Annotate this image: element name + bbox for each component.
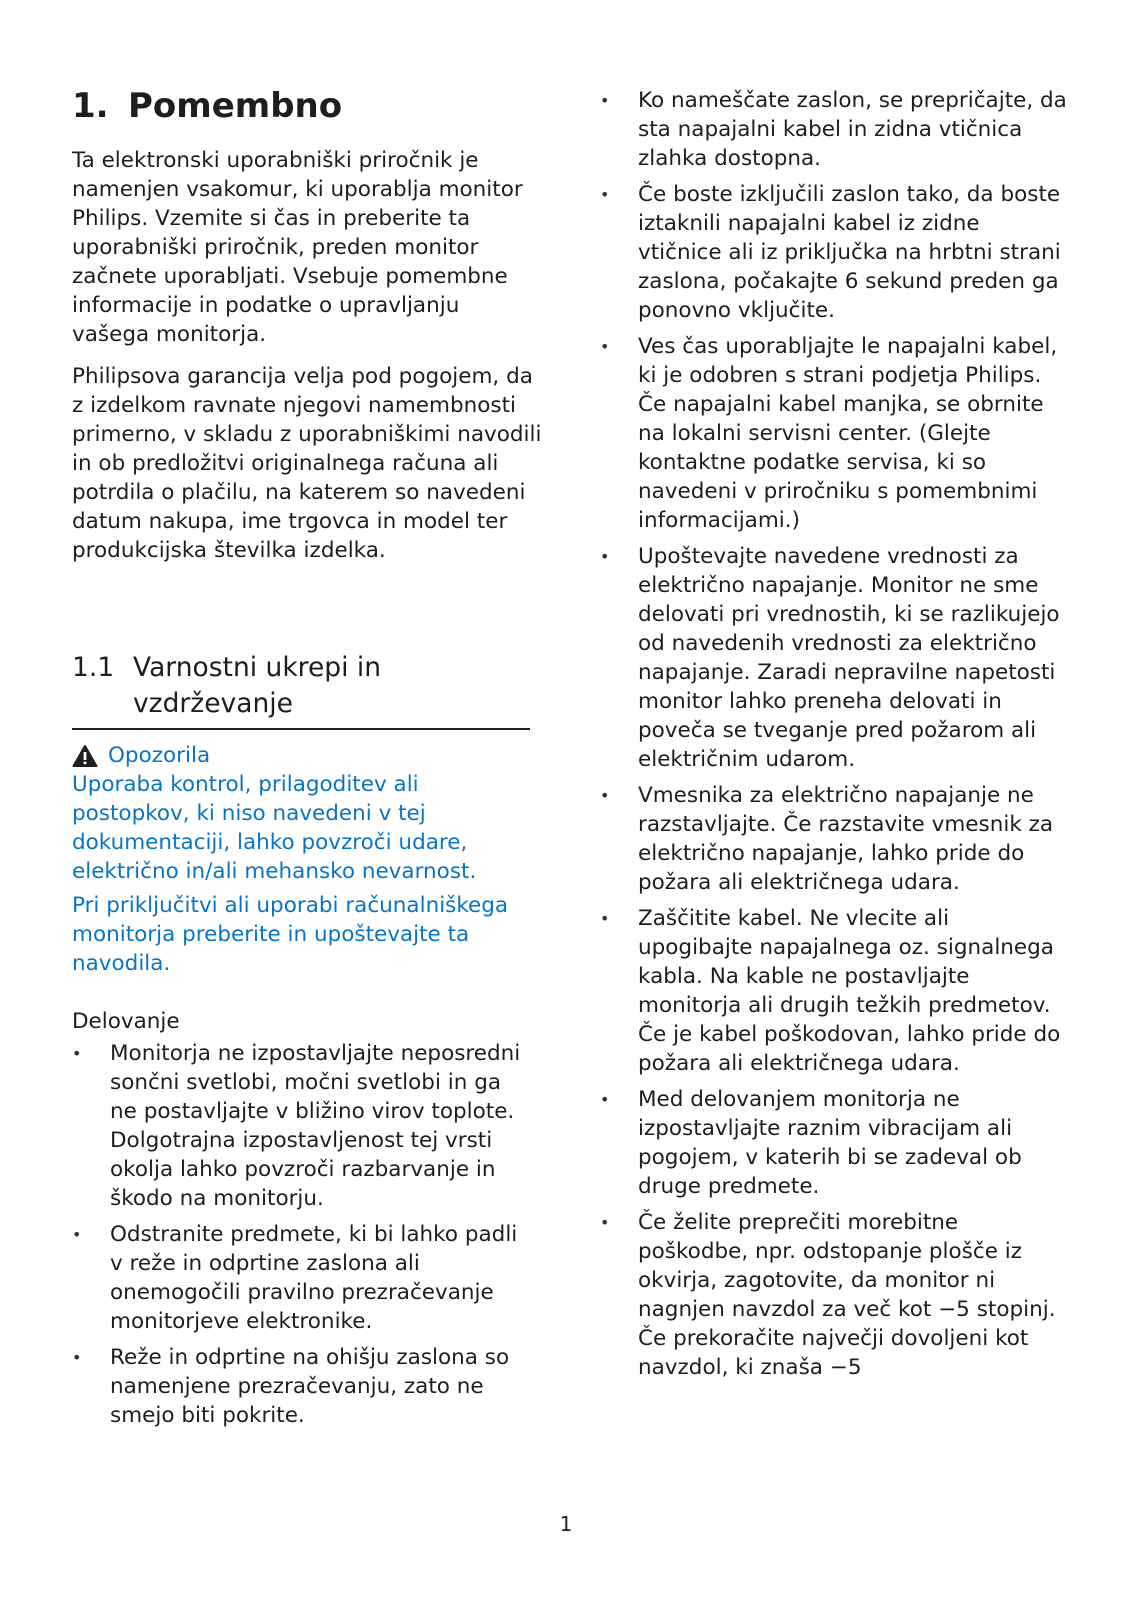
bullet-icon: • [600,547,610,566]
list-item [72,1039,532,1213]
bullet-icon: • [72,1225,82,1244]
section-title [72,650,530,730]
warning-paragraph: Pri priključitvi ali uporabi računalniškega monitorja preberite in upoštevajte ta navodila. [72,893,509,976]
list-item [600,332,1070,535]
list-item-text: Odstranite predmete, ki bi lahko padli v reže in odprtine zaslona ali onemogočili pravilno prezračevanje monitorjeve elektronike. [110,1222,518,1334]
list-item [600,180,1070,325]
list-item-text: Če želite preprečiti morebitne poškodbe, npr. odstopanje plošče iz okvirja, zagotovite, da monitor ni nagnjen navzdol za več kot −5 stopinj. Če prekoračite največji dovoljeni kot navzdol, ki znaša −5 [638,1210,1056,1380]
warning-paragraph: Uporaba kontrol, prilagoditev ali postopkov, ki niso navedeni v tej dokumentaciji, lahko povzroči udare, električno in/ali mehansko nevarnost. [72,772,477,884]
page-number: 1 [559,1512,573,1536]
bullet-icon: • [600,786,610,805]
list-item-text: Če boste izključili zaslon tako, da boste iztaknili napajalni kabel iz zidne vtičnice ali iz priključka na hrbtni strani zaslona, počakajte 6 sekund preden ga ponovno vključite. [638,182,1061,323]
warning-triangle-icon [72,744,98,768]
bullet-icon: • [600,909,610,928]
warning-heading-label: Opozorila [108,743,211,768]
bullet-icon: • [72,1044,82,1063]
bullet-icon: • [600,91,610,110]
warning-heading [72,741,210,770]
list-item-text: Upoštevajte navedene vrednosti za električno napajanje. Monitor ne sme delovati pri vrednostih, ki se razlikujejo od navedenih vrednosti za električno napajanje. Zaradi nepravilne napetosti monitor lahko preneha delovati in poveča se tveganje pred požarom ali električnim udarom. [638,544,1060,772]
list-item-text: Ves čas uporabljajte le napajalni kabel, ki je odobren s strani podjetja Philips. Če napajalni kabel manjka, se obrnite na lokalni servisni center. (Glejte kontaktne podatke servisa, ki so navedeni v priročniku s pomembnimi informacijami.) [638,334,1058,533]
list-item-text: Vmesnika za električno napajanje ne razstavljajte. Če razstavite vmesnik za električno napajanje, lahko pride do požara ali električnega udara. [638,783,1054,895]
list-item [600,542,1070,774]
intro-paragraph: Ta elektronski uporabniški priročnik je namenjen vsakomur, ki uporablja monitor Philips. Vzemite si čas in preberite ta uporabniški priročnik, preden monitor začnete uporabljati. Vsebuje pomembne informacije in podatke o upravljanju vašega monitorja. [72,148,523,347]
list-item [72,1343,532,1430]
section-number: 1.1 [72,652,115,683]
bullet-icon: • [600,1213,610,1232]
list-item [600,1085,1070,1201]
operation-list-right [600,86,1070,1389]
bullet-icon: • [600,185,610,204]
chapter-number: 1. [72,86,109,126]
bullet-icon: • [600,337,610,356]
section-title-text: Varnostni ukrepi in vzdrževanje [133,652,382,719]
chapter-title [72,86,342,126]
list-item [600,904,1070,1078]
list-item [600,1208,1070,1382]
bullet-icon: • [600,1090,610,1109]
warranty-paragraph: Philipsova garancija velja pod pogojem, da z izdelkom ravnate njegovi namembnosti primerno, v skladu z uporabniškimi navodili in ob predložitvi originalnega računa ali potrdila o plačilu, na katerem so navedeni datum nakupa, ime trgovca in model ter produkcijska številka izdelka. [72,364,542,563]
list-item-text: Med delovanjem monitorja ne izpostavljajte raznim vibracijam ali pogojem, v katerih bi se zadeval ob druge predmete. [638,1087,1022,1199]
list-item [600,781,1070,897]
chapter-title-text: Pomembno [128,86,343,126]
list-item [72,1220,532,1336]
bullet-icon: • [72,1348,82,1367]
list-item-text: Reže in odprtine na ohišju zaslona so namenjene prezračevanju, zato ne smejo biti pokrite. [110,1345,510,1428]
operation-list-left [72,1039,532,1437]
list-item [600,86,1070,173]
operation-heading: Delovanje [72,1009,180,1034]
list-item-text: Zaščitite kabel. Ne vlecite ali upogibajte napajalnega oz. signalnega kabla. Na kable ne postavljajte monitorja ali drugih težkih predmetov. Če je kabel poškodovan, lahko pride do požara ali električnega udara. [638,906,1061,1076]
list-item-text: Ko nameščate zaslon, se prepričajte, da sta napajalni kabel in zidna vtičnica zlahka dostopna. [638,88,1067,171]
list-item-text: Monitorja ne izpostavljajte neposredni sončni svetlobi, močni svetlobi in ga ne postavljajte v bližino virov toplote. Dolgotrajna izpostavljenost tej vrsti okolja lahko povzroči razbarvanje in škodo na monitorju. [110,1041,521,1211]
